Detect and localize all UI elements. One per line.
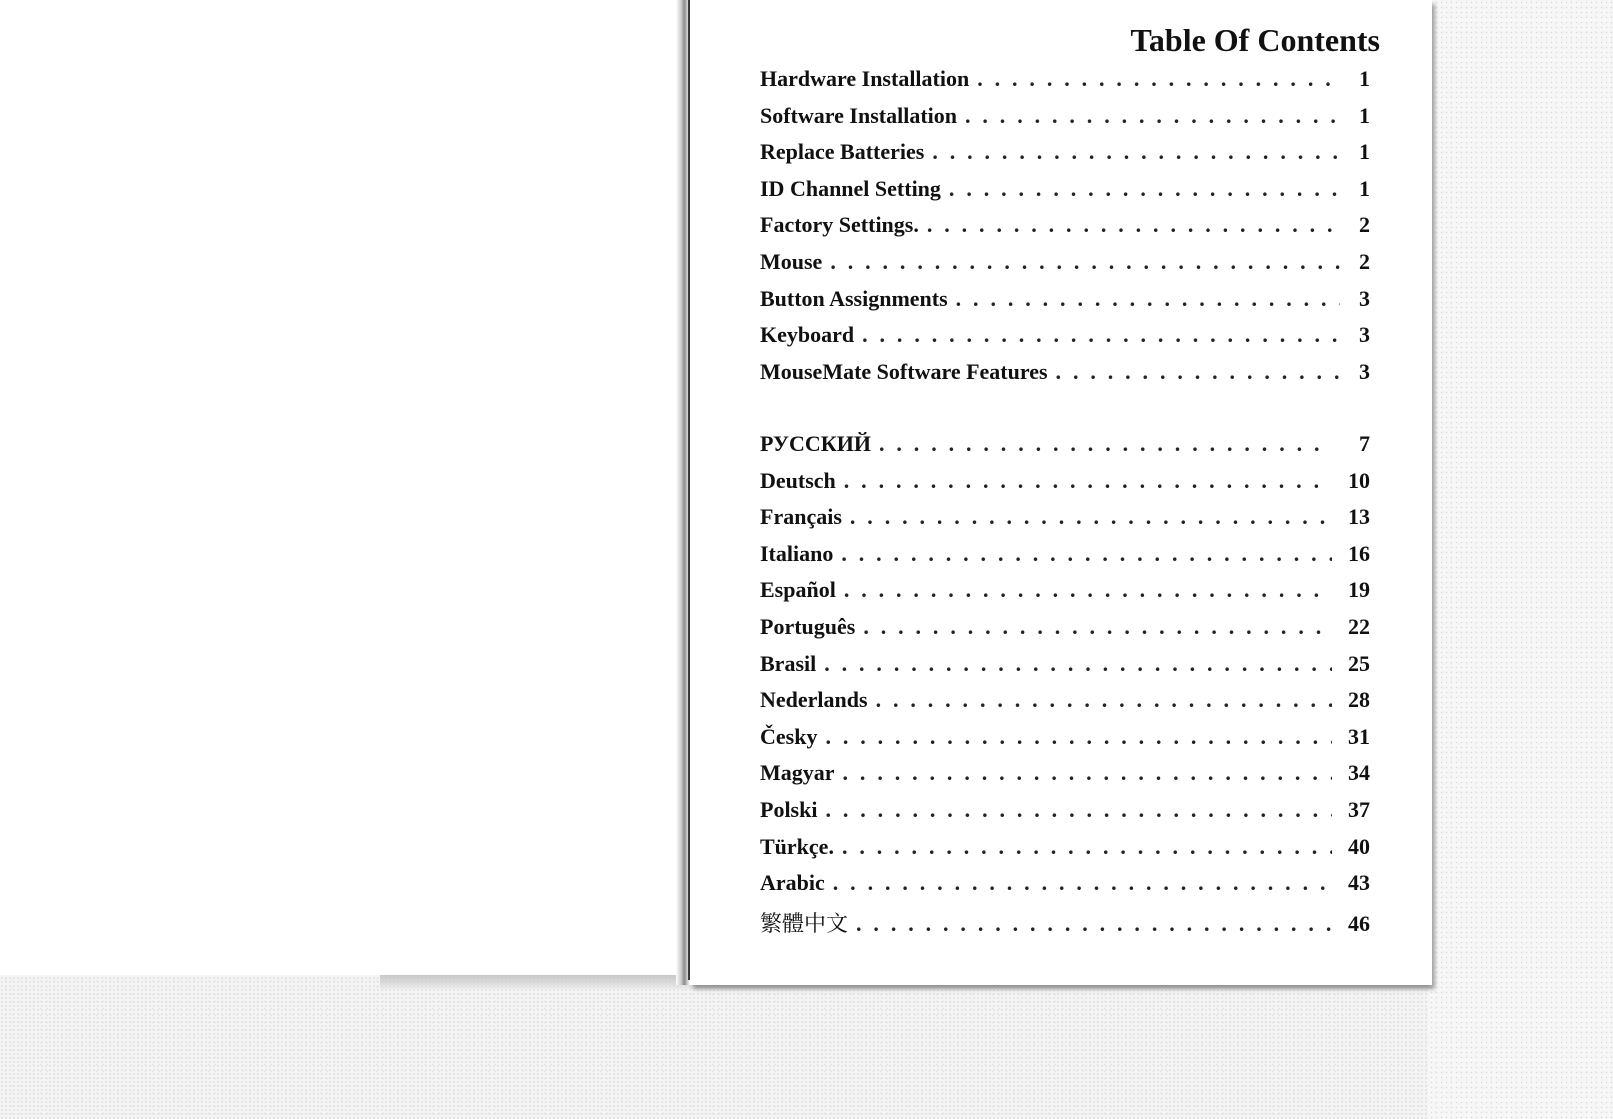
toc-entry-label: Mouse xyxy=(760,248,823,274)
toc-entry[interactable] xyxy=(760,139,1370,176)
toc-entry-page: 1 xyxy=(1359,66,1370,91)
toc-entry-page: 3 xyxy=(1359,322,1370,348)
toc-entry[interactable] xyxy=(760,541,1370,578)
toc-entry-page: 16 xyxy=(1348,540,1370,566)
toc-entry-page: 46 xyxy=(1348,910,1370,936)
toc-entry-label: Français xyxy=(760,504,842,530)
dot-leader xyxy=(949,176,1340,202)
dot-leader xyxy=(825,797,1332,823)
toc-entry-label: Português xyxy=(760,613,856,639)
toc-entry-label: Italiano xyxy=(760,540,834,566)
toc-entry[interactable] xyxy=(760,577,1370,614)
dot-leader xyxy=(825,724,1332,750)
toc-entry-page: 1 xyxy=(1359,139,1370,165)
toc-entry-page: 40 xyxy=(1348,833,1370,859)
dot-leader xyxy=(856,911,1332,937)
toc-section-languages xyxy=(760,431,1370,943)
toc-entry-page: 1 xyxy=(1359,102,1370,128)
dot-leader xyxy=(843,760,1332,786)
dot-leader xyxy=(1056,359,1340,385)
toc-entry-page: 3 xyxy=(1359,358,1370,384)
toc-entry-page: 3 xyxy=(1359,285,1370,311)
toc-entry[interactable] xyxy=(760,797,1370,834)
toc-entry[interactable] xyxy=(760,359,1370,396)
toc-entry-label: 繁體中文 xyxy=(760,911,849,937)
toc-entry[interactable] xyxy=(760,724,1370,761)
left-blank-page xyxy=(0,0,680,975)
dot-leader xyxy=(876,687,1332,713)
toc-entry[interactable] xyxy=(760,103,1370,140)
scanner-background-right xyxy=(1428,0,1613,1119)
toc-entry-page: 25 xyxy=(1348,650,1370,676)
toc-entry-page: 37 xyxy=(1348,796,1370,822)
toc-entry-label: Česky xyxy=(760,723,818,749)
page-title: Table Of Contents xyxy=(1130,22,1380,58)
toc-entry-page: 22 xyxy=(1348,613,1370,639)
toc-entry-page: 34 xyxy=(1348,760,1370,786)
toc-entry[interactable] xyxy=(760,431,1370,468)
toc-entry-label: Hardware Installation xyxy=(760,66,970,91)
dot-leader xyxy=(863,614,1332,640)
toc-entry-label: РУССКИЙ xyxy=(760,431,871,456)
toc-entry-label: Magyar xyxy=(760,760,835,786)
dot-leader xyxy=(842,834,1332,860)
toc-entry[interactable] xyxy=(760,614,1370,651)
toc-entry[interactable] xyxy=(760,212,1370,249)
dot-leader xyxy=(833,870,1332,896)
toc-entry-label: Button Assignments xyxy=(760,285,948,311)
dot-leader xyxy=(824,651,1332,677)
toc-entry-label: Arabic xyxy=(760,870,825,896)
toc-entry[interactable] xyxy=(760,66,1370,103)
toc-entry-label: Polski xyxy=(760,796,818,822)
toc-section-main xyxy=(760,66,1370,395)
toc-entry[interactable] xyxy=(760,834,1370,871)
toc-entry-label: Brasil xyxy=(760,650,817,676)
toc-entry-page: 2 xyxy=(1359,248,1370,274)
toc-entry[interactable] xyxy=(760,249,1370,286)
dot-leader xyxy=(841,541,1332,567)
toc-entry[interactable] xyxy=(760,504,1370,541)
toc-entry-label: Factory Settings. xyxy=(760,212,919,238)
toc-entry[interactable] xyxy=(760,760,1370,797)
dot-leader xyxy=(965,103,1340,129)
spine-crease xyxy=(688,0,690,980)
toc-entry-label: Türkçe. xyxy=(760,833,834,859)
toc-entry-label: ID Channel Setting xyxy=(760,175,941,201)
toc-entry-page: 31 xyxy=(1348,723,1370,749)
toc-entry-page: 43 xyxy=(1348,870,1370,896)
toc-entry-label: MouseMate Software Features xyxy=(760,358,1048,384)
toc-entry[interactable] xyxy=(760,286,1370,323)
dot-leader xyxy=(844,468,1332,494)
toc-entry[interactable] xyxy=(760,907,1370,944)
toc-entry[interactable] xyxy=(760,176,1370,213)
toc-entry-label: Deutsch xyxy=(760,467,836,493)
toc-entry[interactable] xyxy=(760,687,1370,724)
toc-entry-page: 7 xyxy=(1359,431,1370,456)
toc-entry[interactable] xyxy=(760,870,1370,907)
toc-entry-label: Keyboard xyxy=(760,322,855,348)
toc-entry-page: 1 xyxy=(1359,175,1370,201)
toc-entry[interactable] xyxy=(760,651,1370,688)
dot-leader xyxy=(977,66,1340,92)
dot-leader xyxy=(850,504,1332,530)
dot-leader xyxy=(956,286,1340,312)
toc-entry-label: Replace Batteries xyxy=(760,139,925,165)
toc-entry-label: Nederlands xyxy=(760,687,868,713)
toc-entry-page: 2 xyxy=(1359,212,1370,238)
dot-leader xyxy=(879,431,1332,457)
toc-entry-page: 28 xyxy=(1348,687,1370,713)
dot-leader xyxy=(830,249,1340,275)
toc-entry-label: Software Installation xyxy=(760,102,957,128)
toc-entry[interactable] xyxy=(760,322,1370,359)
toc-entry-page: 13 xyxy=(1348,504,1370,530)
toc-entry[interactable] xyxy=(760,468,1370,505)
toc-entry-label: Español xyxy=(760,577,836,603)
dot-leader xyxy=(927,212,1340,238)
toc-entry-page: 10 xyxy=(1348,467,1370,493)
dot-leader xyxy=(932,139,1340,165)
dot-leader xyxy=(844,577,1332,603)
toc-entry-page: 19 xyxy=(1348,577,1370,603)
dot-leader xyxy=(862,322,1340,348)
